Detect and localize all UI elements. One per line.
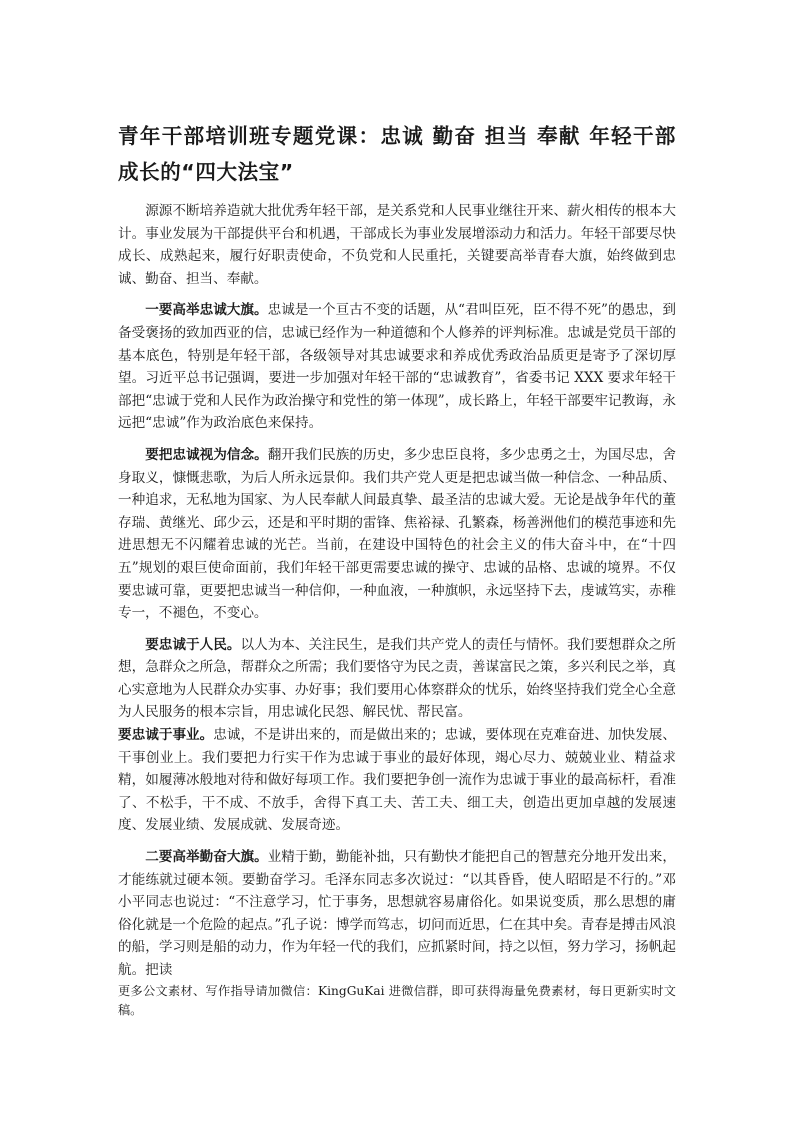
paragraph-lead: 二要高举勤奋大旗。 [145,849,268,866]
paragraph-text: 翻开我们民族的历史，多少忠臣良将，多少忠勇之士，为国尽忠，舍身取义，慷慨悲歌，为后人所永远景仰。我们共产党人更是把忠诚当做一种信念、一种品质、一种追求，无私地为国家、为人民奉献人间最真挚、最圣洁的忠诚大爱。无论是战争年代的董存瑞、黄继光、邱少云，还是和平时期的雷锋、焦裕禄、孔繁森，杨善洲他们的模范事迹和先进思想无不闪耀着忠诚的光芒。当前，在建设中国特色的社会主义的伟大奋斗中，在“十四五”规划的艰巨使命面前，我们年轻干部更需要忠诚的操守、忠诚的品格、忠诚的境界。不仅要忠诚可靠，更要把忠诚当一种信仰，一种血液，一种旗帜，永远坚持下去，虔诚笃实，赤稚专一，不褪色，不变心。 [118,446,676,622]
paragraph-text: 更多公文素材、写作指导请加微信：KingGuKai 进微信群，即可获得海量免费素材，每日更新实时文稿。 [118,983,676,1017]
loyalty-people-paragraph [118,634,676,724]
section-loyalty-paragraph [118,299,676,435]
intro-paragraph [118,200,676,290]
paragraph-text: 以人为本、关注民生，是我们共产党人的责任与情怀。我们要想群众之所想，急群众之所急，帮群众之所需；我们要恪守为民之责，善谋富民之策，多兴利民之举，真心实意地为人民群众办实事、办好事；我们要用心体察群众的忧乐，始终坚持我们党全心全意为人民服务的根本宗旨，用忠诚化民怨、解民忧、帮民富。 [118,636,677,721]
paragraph-text: 忠诚是一个亘古不变的话题，从“君叫臣死，臣不得不死”的愚忠，到备受褒扬的致加西亚的信，忠诚已经作为一种道德和个人修养的评判标准。忠诚是党员干部的基本底色，特别是年轻干部，各级领导对其忠诚要求和养成优秀政治品质更是寄予了深切厚望。习近平总书记强调，要进一步加强对年轻干部的“忠诚教育”，省委书记 XXX 要求年轻干部把“忠诚于党和人民作为政治操守和党性的第一体现”，成长路上，年轻干部要牢记教诲，永远把“忠诚”作为政治底色来保持。 [118,302,677,432]
paragraph-text: 忠诚，不是讲出来的，而是做出来的；忠诚，要体现在克难奋进、加快发展、干事创业上。我们要把力行实干作为忠诚于事业的最好体现，竭心尽力、兢兢业业、精益求精，如履薄冰般地对待和做好每项工作。我们要把争创一流作为忠诚于事业的最高标杆，看准了、不松手，干不成、不放手，舍得下真工夫、苦工夫、细工夫，创造出更加卓越的发展速度、发展业绩、发展成就、发展奇迹。 [118,727,677,834]
paragraph-lead: 一要高举忠诚大旗。 [145,302,268,319]
paragraph-lead: 要把忠诚视为信念。 [145,446,268,463]
paragraph-text: 源源不断培养造就大批优秀年轻干部，是关系党和人民事业继往开来、薪火相传的根本大计。事业发展为干部提供平台和机遇，干部成长为事业发展增添动力和活力。年轻干部要尽快成长、成熟起来，履行好职责使命，不负党和人民重托，关键要高举青春大旗，始终做到忠诚、勤奋、担当、奉献。 [118,203,676,287]
paragraph-lead: 要忠诚于事业。 [118,727,214,744]
document-page [118,118,676,1029]
section-diligence-paragraph [118,846,676,982]
promo-note [118,982,676,1020]
paragraph-text: 业精于勤，勤能补拙，只有勤快才能把自己的智慧充分地开发出来，才能练就过硬本领。要勤奋学习。毛泽东同志多次说过：“以其昏昏，使人昭昭是不行的。”邓小平同志也说过：“不注意学习，忙于事务，思想就容易庸俗化。如果说变质，那么思想的庸俗化就是一个危险的起点。”孔子说：博学而笃志，切问而近思，仁在其中矣。青春是搏击风浪的船，学习则是船的动力，作为年轻一代的我们，应抓紧时间，持之以恒，努力学习，扬帆起航。把读 [118,849,676,978]
document-title: 青年干部培训班专题党课：忠诚 勤奋 担当 奉献 年轻干部成长的“四大法宝” [118,124,676,184]
loyalty-career-paragraph [118,724,676,837]
paragraph-lead: 要忠诚于人民。 [145,636,241,653]
loyalty-belief-paragraph [118,444,676,625]
